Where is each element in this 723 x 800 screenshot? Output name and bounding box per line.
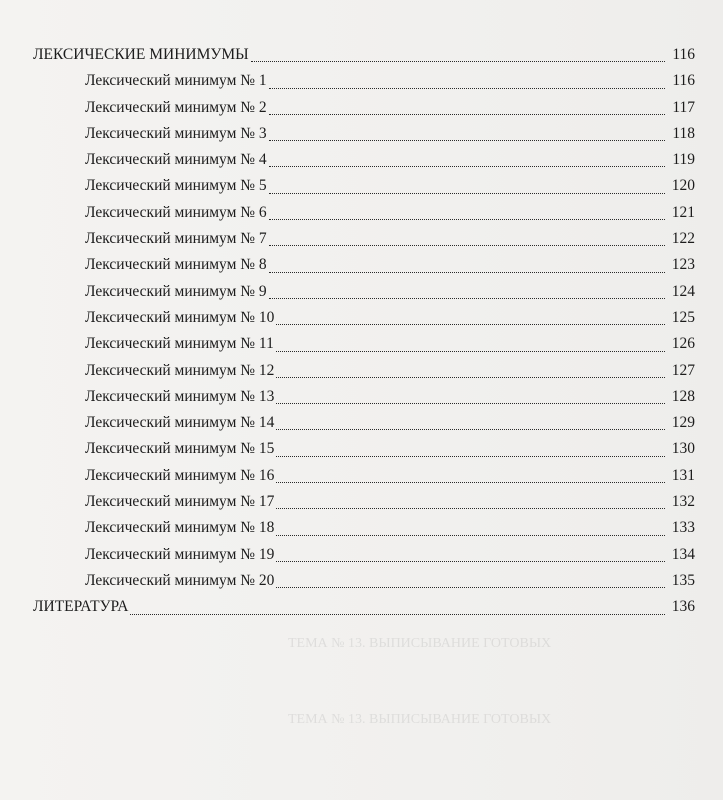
toc-page-number: 131 — [671, 466, 695, 484]
dot-leader — [276, 586, 665, 588]
toc-entry-label: Лексический минимум № 6 — [85, 203, 267, 221]
toc-entry-row[interactable] — [33, 226, 695, 252]
toc-page-number: 120 — [671, 177, 695, 195]
toc-entry-label: Лексический минимум № 16 — [85, 466, 275, 484]
toc-entry-label: Лексический минимум № 13 — [85, 387, 275, 405]
dot-leader — [276, 323, 665, 325]
toc-entry-label: Лексический минимум № 12 — [85, 361, 275, 379]
toc-entry-row[interactable] — [33, 331, 695, 357]
dot-leader — [276, 481, 665, 483]
toc-page-number: 123 — [671, 256, 695, 274]
dot-leader — [276, 376, 665, 378]
toc-entry-row[interactable] — [33, 200, 695, 226]
toc-page-number: 125 — [671, 308, 695, 326]
toc-section-title: ЛЕКСИЧЕСКИЕ МИНИМУМЫ — [33, 46, 249, 63]
dot-leader — [276, 560, 665, 562]
toc-page-number: 129 — [671, 414, 695, 432]
toc-entry-label: Лексический минимум № 9 — [85, 282, 267, 300]
toc-entry-label: Лексический минимум № 20 — [85, 571, 275, 589]
dot-leader — [269, 244, 665, 246]
toc-page-number: 121 — [671, 203, 695, 221]
dot-leader — [276, 350, 665, 352]
toc-entry-label: Лексический минимум № 3 — [85, 124, 267, 142]
toc-entry-label: Лексический минимум № 5 — [85, 177, 267, 195]
dot-leader — [276, 455, 665, 457]
table-of-contents — [33, 42, 695, 621]
dot-leader — [269, 192, 665, 194]
toc-page-number: 122 — [671, 230, 695, 248]
toc-entry-label: Лексический минимум № 11 — [85, 335, 274, 353]
dot-leader — [130, 613, 665, 615]
toc-entry-row[interactable] — [33, 121, 695, 147]
dot-leader — [269, 165, 665, 167]
toc-page-number: 124 — [671, 282, 695, 300]
toc-page-number: 128 — [671, 387, 695, 405]
toc-entry-row[interactable] — [33, 147, 695, 173]
dot-leader — [269, 139, 665, 141]
dot-leader — [269, 87, 665, 89]
toc-page-number: 127 — [671, 361, 695, 379]
dot-leader — [269, 113, 665, 115]
show-through-line: ТЕМА № 13. ВЫПИСЫВАНИЕ ГОТОВЫХ — [288, 712, 552, 727]
toc-entry-row[interactable] — [33, 489, 695, 515]
dot-leader — [276, 534, 665, 536]
toc-page-number: 117 — [672, 98, 695, 116]
toc-entry-row[interactable] — [33, 542, 695, 568]
toc-page-number: 130 — [671, 440, 695, 458]
toc-entry-label: Лексический минимум № 2 — [85, 98, 267, 116]
dot-leader — [276, 428, 665, 430]
toc-entry-label: Лексический минимум № 7 — [85, 230, 267, 248]
toc-page-number: 118 — [672, 124, 695, 142]
toc-entry-label: Лексический минимум № 1 — [85, 72, 267, 90]
toc-entry-label: Лексический минимум № 17 — [85, 493, 275, 511]
toc-entry-row[interactable] — [33, 68, 695, 94]
toc-page-number: 133 — [671, 519, 695, 537]
toc-page-number: 132 — [671, 493, 695, 511]
toc-entry-row[interactable] — [33, 384, 695, 410]
dot-leader — [269, 218, 665, 220]
toc-entry-row[interactable] — [33, 515, 695, 541]
toc-section-title: ЛИТЕРАТУРА — [33, 598, 129, 616]
dot-leader — [276, 402, 665, 404]
toc-entry-label: Лексический минимум № 14 — [85, 414, 275, 432]
toc-entry-label: Лексический минимум № 19 — [85, 545, 275, 563]
toc-section-row[interactable] — [33, 42, 695, 68]
toc-entry-label: Лексический минимум № 8 — [85, 256, 267, 274]
toc-entry-label: Лексический минимум № 18 — [85, 519, 275, 537]
toc-entry-row[interactable] — [33, 95, 695, 121]
toc-entry-label: Лексический минимум № 15 — [85, 440, 275, 458]
toc-page-number: 135 — [671, 571, 695, 589]
toc-section-row[interactable] — [33, 594, 695, 620]
toc-page-number: 116 — [672, 72, 695, 90]
dot-leader — [269, 271, 665, 273]
dot-leader — [276, 507, 665, 509]
show-through-line: ТЕМА № 13. ВЫПИСЫВАНИЕ ГОТОВЫХ — [288, 636, 552, 651]
toc-page-number: 134 — [671, 545, 695, 563]
toc-entry-row[interactable] — [33, 173, 695, 199]
toc-entry-row[interactable] — [33, 279, 695, 305]
toc-entry-row[interactable] — [33, 568, 695, 594]
toc-entry-label: Лексический минимум № 4 — [85, 151, 267, 169]
dot-leader — [269, 297, 665, 299]
toc-entry-row[interactable] — [33, 358, 695, 384]
toc-entry-label: Лексический минимум № 10 — [85, 308, 275, 326]
dot-leader — [251, 60, 665, 62]
toc-page-number: 126 — [671, 335, 695, 353]
toc-entry-row[interactable] — [33, 436, 695, 462]
toc-page-number: 119 — [672, 151, 695, 169]
toc-entry-row[interactable] — [33, 252, 695, 278]
toc-entry-row[interactable] — [33, 463, 695, 489]
toc-entry-row[interactable] — [33, 305, 695, 331]
toc-page-number: 136 — [671, 598, 695, 616]
toc-entry-row[interactable] — [33, 410, 695, 436]
toc-page-number: 116 — [672, 46, 695, 63]
